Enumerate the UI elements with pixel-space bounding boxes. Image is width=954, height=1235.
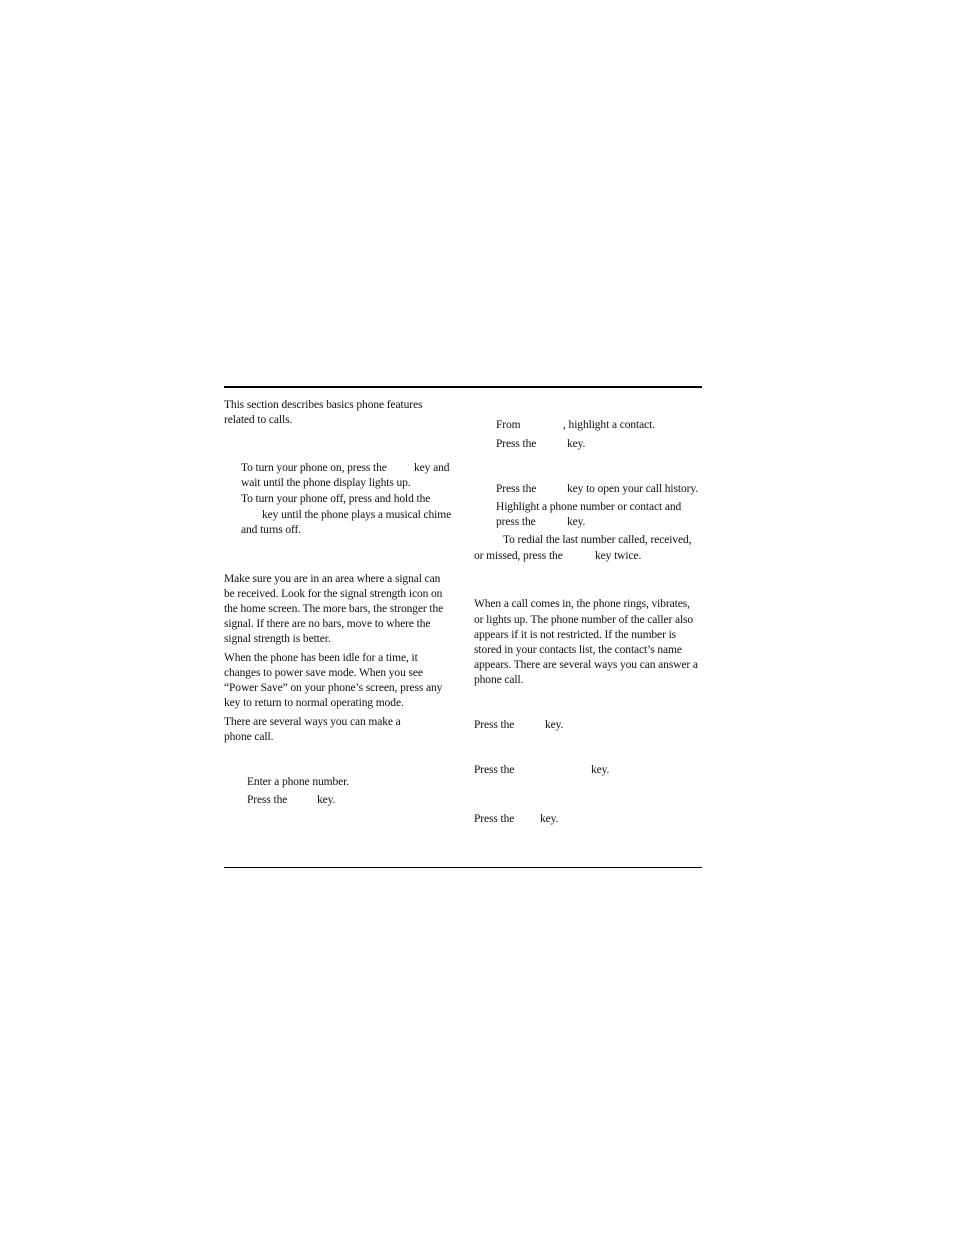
signal-line-5: signal strength is better.	[224, 633, 331, 645]
make-call-line-1: There are several ways you can make a	[224, 716, 401, 728]
make-call-line-2: phone call.	[224, 731, 274, 743]
dial-step-2b: key.	[317, 794, 336, 806]
redial-tip-line-2a: or missed, press the	[474, 550, 563, 562]
power-off-line-2: key until the phone plays a musical chime	[262, 509, 452, 521]
top-rule	[224, 386, 702, 388]
answer-1a: Press the	[474, 719, 515, 731]
history-step-1a: Press the	[496, 483, 537, 495]
intro-line-2: related to calls.	[224, 414, 293, 426]
signal-line-4: signal. If there are no bars, move to where the	[224, 618, 431, 630]
power-on-line-2: wait until the phone display lights up.	[241, 477, 411, 489]
answer-intro-line-4: stored in your contacts list, the contact’s name	[474, 644, 682, 656]
power-save-line-4: key to return to normal operating mode.	[224, 697, 404, 709]
answer-intro-line-1: When a call comes in, the phone rings, vibrates,	[474, 598, 690, 610]
history-step-3b: key.	[567, 516, 586, 528]
power-off-line-1: To turn your phone off, press and hold the	[241, 493, 431, 505]
signal-line-3: the home screen. The more bars, the stronger the	[224, 603, 444, 615]
answer-1b: key.	[545, 719, 564, 731]
bottom-rule	[224, 867, 702, 868]
dial-step-1: Enter a phone number.	[247, 776, 350, 788]
dial-step-2a: Press the	[247, 794, 288, 806]
contacts-step-1a: From	[496, 419, 521, 431]
answer-intro-line-3: appears if it is not restricted. If the number is	[474, 629, 677, 641]
power-on-line-1b: key and	[414, 462, 450, 474]
history-step-2: Highlight a phone number or contact and	[496, 501, 682, 513]
answer-intro-line-2: or lights up. The phone number of the caller also	[474, 614, 694, 626]
power-save-line-1: When the phone has been idle for a time, it	[224, 652, 418, 664]
redial-tip-line-2b: key twice.	[595, 550, 642, 562]
answer-3a: Press the	[474, 813, 515, 825]
answer-2a: Press the	[474, 764, 515, 776]
contacts-step-1b: , highlight a contact.	[563, 419, 656, 431]
power-save-line-3: “Power Save” on your phone’s screen, press any	[224, 682, 443, 694]
answer-intro-line-6: phone call.	[474, 674, 524, 686]
redial-tip-line-1: To redial the last number called, received,	[503, 534, 692, 546]
answer-3b: key.	[540, 813, 559, 825]
power-on-line-1a: To turn your phone on, press the	[241, 462, 387, 474]
contacts-step-2b: key.	[567, 438, 586, 450]
history-step-1b: key to open your call history.	[567, 483, 699, 495]
contacts-step-2a: Press the	[496, 438, 537, 450]
signal-line-1: Make sure you are in an area where a signal can	[224, 573, 441, 585]
intro-line-1: This section describes basics phone features	[224, 399, 423, 411]
answer-intro-line-5: appears. There are several ways you can answer a	[474, 659, 698, 671]
power-off-line-3: and turns off.	[241, 524, 302, 536]
power-save-line-2: changes to power save mode. When you see	[224, 667, 423, 679]
history-step-3a: press the	[496, 516, 536, 528]
signal-line-2: be received. Look for the signal strength icon on	[224, 588, 443, 600]
answer-2b: key.	[591, 764, 610, 776]
